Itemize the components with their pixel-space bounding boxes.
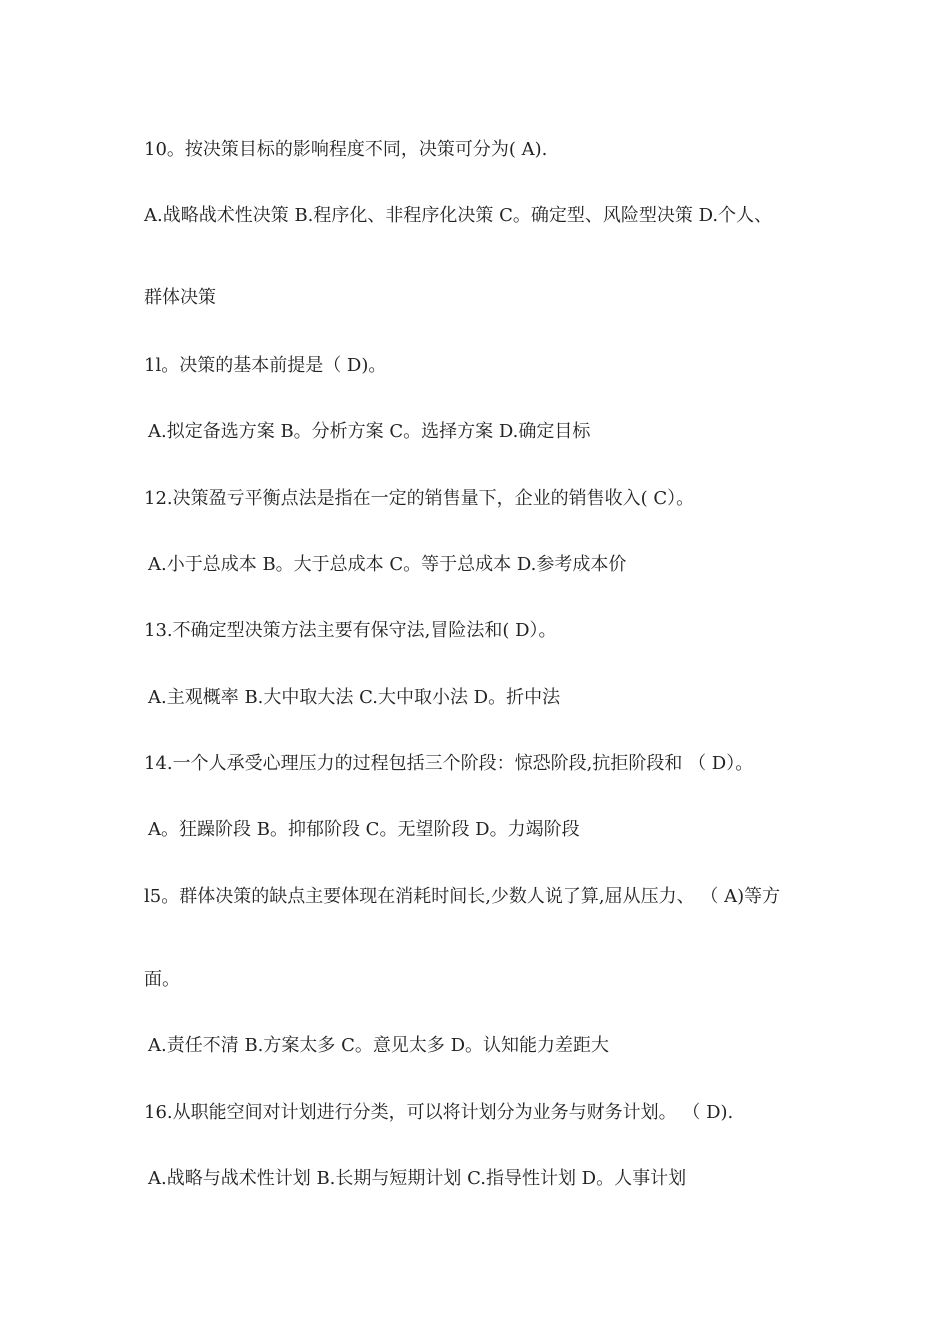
question-11: 1l。决策的基本前提是（ D)。: [144, 355, 387, 376]
question-12: 12.决策盈亏平衡点法是指在一定的销售量下，企业的销售收入( C）。: [144, 488, 695, 509]
question-14-options: A。狂躁阶段 B。抑郁阶段 C。无望阶段 D。力竭阶段: [148, 819, 580, 840]
question-15: l5。群体决策的缺点主要体现在消耗时间长,少数人说了算,屈从压力、 （ A)等方: [144, 886, 781, 907]
question-13-options: A.主观概率 B.大中取大法 C.大中取小法 D。折中法: [148, 687, 561, 708]
question-10-options-continued: 群体决策: [144, 287, 216, 308]
question-13: 13.不确定型决策方法主要有保守法,冒险法和( D）。: [144, 620, 557, 641]
question-16-options: A.战略与战术性计划 B.长期与短期计划 C.指导性计划 D。人事计划: [148, 1168, 687, 1189]
question-14: 14.一个人承受心理压力的过程包括三个阶段：惊恐阶段,抗拒阶段和 （ D）。: [144, 753, 754, 774]
question-10: 10。按决策目标的影响程度不同，决策可分为( A).: [144, 139, 548, 160]
question-15-continued: 面。: [144, 969, 180, 990]
question-16: 16.从职能空间对计划进行分类，可以将计划分为业务与财务计划。 （ D).: [144, 1102, 734, 1123]
question-15-options: A.责任不清 B.方案太多 C。意见太多 D。认知能力差距大: [148, 1035, 610, 1056]
question-10-options: A.战略战术性决策 B.程序化、非程序化决策 C。确定型、风险型决策 D.个人、: [144, 205, 773, 226]
question-11-options: A.拟定备选方案 B。分析方案 C。选择方案 D.确定目标: [148, 421, 591, 442]
question-12-options: A.小于总成本 B。大于总成本 C。等于总成本 D.参考成本价: [148, 554, 627, 575]
